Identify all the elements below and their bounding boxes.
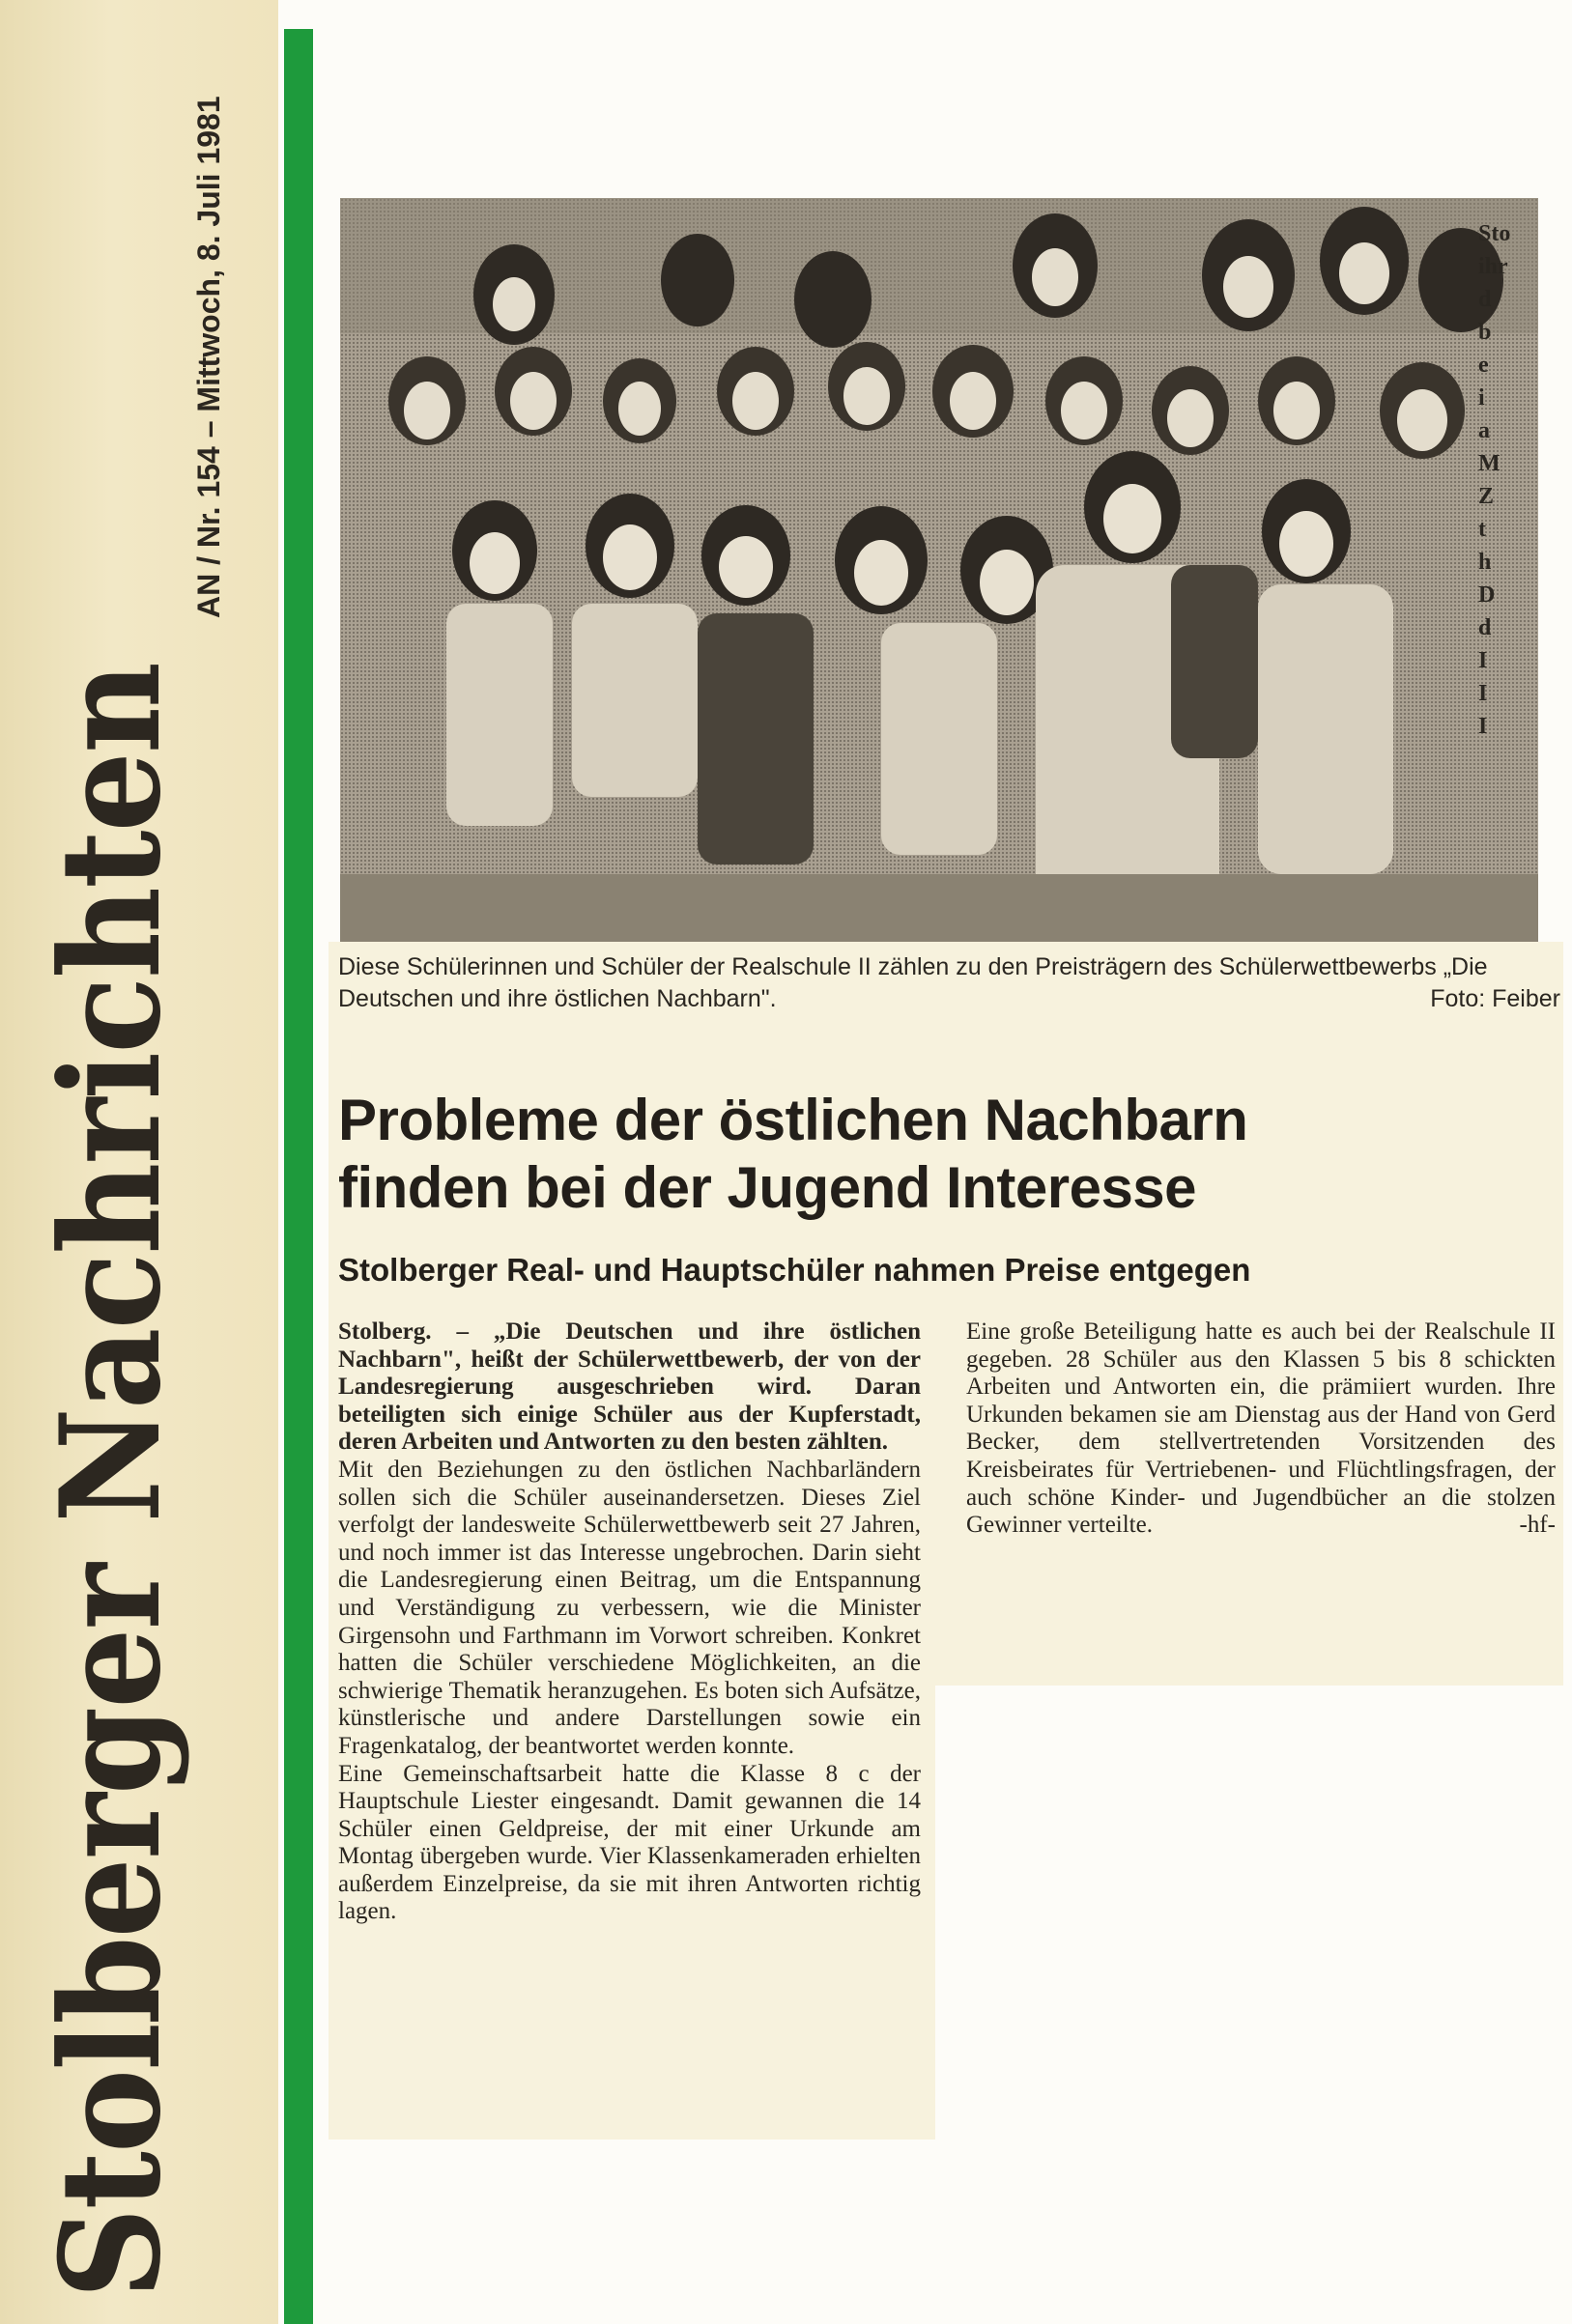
edge-text-line: I bbox=[1478, 681, 1488, 706]
edge-text-line: d bbox=[1478, 615, 1492, 640]
edge-text-line: I bbox=[1478, 714, 1488, 739]
article-column-1 bbox=[338, 1318, 921, 1926]
edge-text-line: e bbox=[1478, 353, 1489, 378]
article-paragraph bbox=[966, 1318, 1556, 1540]
article-lead-paragraph: Stolberg. – „Die Deutschen und ihre östlichen Nachbarn", heißt der Schülerwettbewerb, der von der Landesregierung ausgeschrieben wird. Daran beteiligten sich einige Schüler aus der Kupferstadt, deren Arbeiten und Antworten zu den besten zählten. bbox=[338, 1318, 921, 1456]
edge-text-line: b bbox=[1478, 320, 1492, 345]
article-subheadline: Stolberger Real- und Hauptschüler nahmen Preise entgegen bbox=[338, 1252, 1251, 1288]
green-margin-rule bbox=[284, 29, 313, 2324]
edge-text-line: h bbox=[1478, 550, 1492, 575]
group-photo-image bbox=[340, 198, 1538, 942]
article-paragraph: Mit den Beziehungen zu den östlichen Nachbarländern sollen sich die Schüler auseinandersetzen. Dieses Ziel verfolgt der landesweite Schülerwettbewerb seit 27 Jahren, und noch immer ist das Interesse ungebrochen. Darin sieht die Landesregierung einen Beitrag, um die Entspannung und Verständigung zu verbessern, wie die Minister Girgensohn und Farthmann im Vorwort schreiben. Konkret hatten die Schüler verschiedene Möglichkeiten, an die schwierige Thematik heranzugehen. Es boten sich Aufsätze, künstlerische und andere Darstellungen sowie ein Fragenkatalog, der beantwortet werden konnte. bbox=[338, 1456, 921, 1759]
adjacent-clipping-edge-text bbox=[1478, 217, 1536, 743]
issue-info: AN / Nr. 154 – Mittwoch, 8. Juli 1981 bbox=[191, 96, 226, 618]
headline-line-2: finden bei der Jugend Interesse bbox=[338, 1155, 1197, 1220]
article-paragraph: Eine Gemeinschaftsarbeit hatte die Klasse 8 c der Hauptschule Liester eingesandt. Damit gewannen die 14 Schüler einen Geldpreise, der mit einer Urkunde am Montag übergeben wurde. Vier Klassenkameraden erhielten außerdem Einzelpreise, da sie mit ihren Antworten richtig lagen. bbox=[338, 1760, 921, 1925]
edge-text-line: D bbox=[1478, 582, 1496, 608]
edge-text-line: t bbox=[1478, 517, 1486, 542]
photo-credit: Foto: Feiber bbox=[1430, 985, 1560, 1012]
author-signature: -hf- bbox=[1519, 1512, 1556, 1539]
edge-text-line: M bbox=[1478, 451, 1501, 476]
edge-text-line: I bbox=[1478, 648, 1488, 673]
article-column-2 bbox=[966, 1318, 1556, 1540]
masthead-title: Stolberger Nachrichten bbox=[31, 663, 191, 2300]
group-photo bbox=[340, 198, 1538, 942]
edge-text-line: Z bbox=[1478, 484, 1495, 509]
edge-text-line: i bbox=[1478, 385, 1485, 411]
article-headline bbox=[338, 1087, 1556, 1222]
edge-text-line: a bbox=[1478, 418, 1490, 443]
caption-text: Diese Schülerinnen und Schüler der Realschule II zählen zu den Preisträgern des Schülerwettbewerbs „Die Deutschen und ihre östlichen Nachbarn". bbox=[338, 953, 1488, 1012]
edge-text-line: d bbox=[1478, 287, 1492, 312]
edge-text-line: ihr bbox=[1478, 254, 1508, 279]
headline-line-1: Probleme der östlichen Nachbarn bbox=[338, 1088, 1248, 1152]
edge-text-line: Sto bbox=[1478, 221, 1511, 246]
article-paragraph-text: Eine große Beteiligung hatte es auch bei der Realschule II gegeben. 28 Schüler aus den Klassen 5 bis 8 schickten Arbeiten und Antworten ein, die prämiiert wurden. Ihre Urkunden bekamen sie am Dienstag aus der Hand von Gerd Becker, dem stellvertretenden Vorsitzenden des Kreisbeirates für Vertriebenen- und Flüchtlingsfragen, der auch schöne Kinder- und Jugendbücher an die stolzen Gewinner verteilte. bbox=[966, 1318, 1556, 1539]
photo-caption bbox=[338, 951, 1560, 1015]
